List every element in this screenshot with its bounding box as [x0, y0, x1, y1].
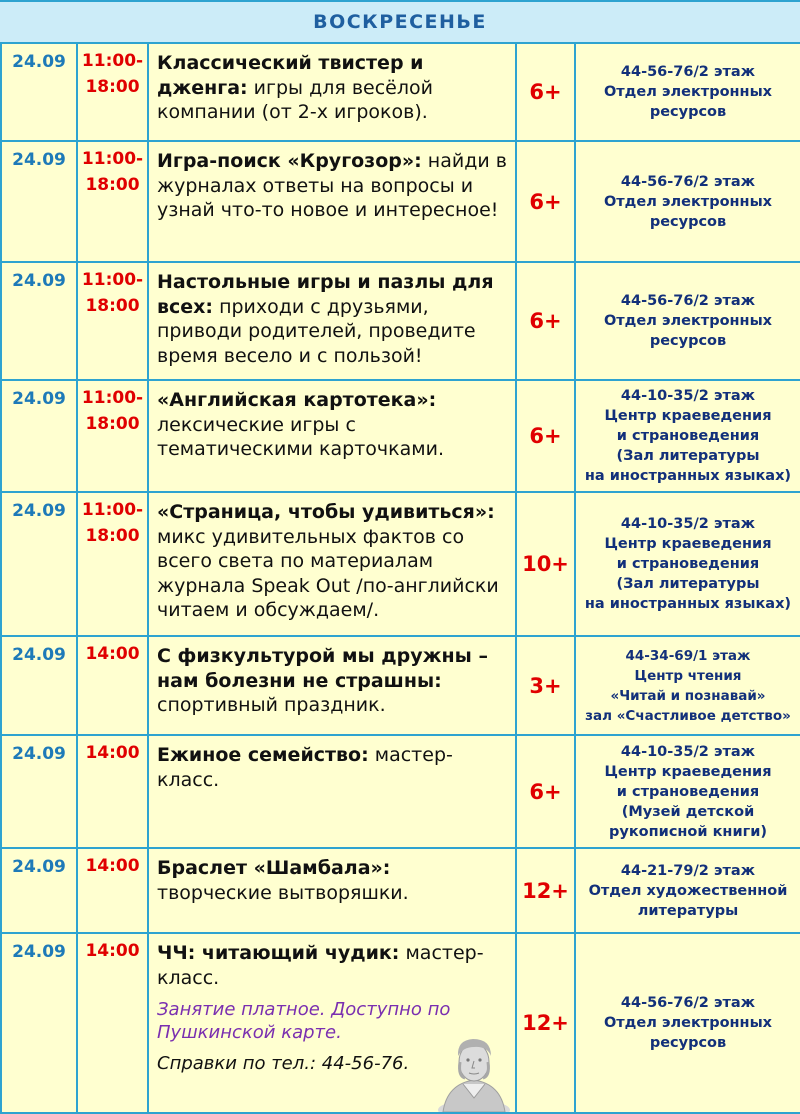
event-description [148, 141, 516, 262]
event-location [575, 735, 800, 848]
time-start: 14:00 [85, 743, 140, 763]
location-line: Отдел электронных [603, 193, 773, 210]
event-time [77, 380, 148, 492]
time-start: 11:00- [81, 270, 144, 290]
event-location [575, 933, 800, 1113]
age-rating: 6+ [516, 141, 575, 262]
table-row [1, 848, 800, 933]
location-line: Отдел электронных [603, 84, 773, 100]
location-line: Центр краеведения [604, 763, 772, 780]
event-time [77, 43, 148, 141]
location-line: Центр чтения [634, 667, 742, 684]
time-start: 14:00 [85, 644, 140, 664]
event-time [77, 848, 148, 933]
event-description [148, 636, 516, 735]
age-rating: 6+ [516, 380, 575, 492]
event-description [148, 933, 516, 1113]
event-text: мастер-класс. [157, 744, 453, 791]
location-line: зал «Счастливое детство» [585, 707, 791, 724]
event-time [77, 735, 148, 848]
event-title: Браслет «Шамбала»: [157, 857, 391, 879]
location-line: рукописной книги) [609, 823, 767, 840]
location-line: «Читай и познавай» [610, 687, 766, 704]
time-end: 18:00 [85, 526, 140, 546]
event-location [575, 43, 800, 141]
event-text: игры для весёлой компании (от 2-х игроков). [157, 76, 433, 123]
time-start: 14:00 [85, 856, 140, 876]
location-line: ресурсов [649, 333, 727, 349]
time-start: 11:00- [81, 388, 144, 408]
event-title: ЧЧ: читающий чудик: [157, 942, 400, 964]
location-line: Центр краеведения [604, 408, 772, 424]
location-line: на иностранных языках) [584, 596, 792, 612]
event-date: 24.09 [1, 262, 77, 380]
location-line: Отдел электронных [603, 1015, 773, 1031]
event-text: приходи с друзьями, приводи родителей, проведите время весело и с пользой! [157, 295, 476, 367]
location-line: 44-56-76/2 этаж [620, 173, 756, 190]
location-line: на иностранных языках) [584, 468, 792, 484]
location-line: и страноведения [616, 556, 760, 572]
location-line: 44-56-76/2 этаж [620, 64, 756, 80]
event-title: Классический твистер и дженга: [157, 52, 424, 99]
time-start: 11:00- [81, 149, 144, 169]
event-date: 24.09 [1, 933, 77, 1113]
age-rating: 3+ [516, 636, 575, 735]
event-location [575, 141, 800, 262]
event-description [148, 492, 516, 636]
event-title: Ежиное семейство: [157, 744, 369, 766]
event-time [77, 141, 148, 262]
table-row [1, 380, 800, 492]
location-line: ресурсов [649, 1035, 727, 1051]
event-title: «Английская картотека»: [157, 389, 437, 411]
age-rating: 12+ [516, 848, 575, 933]
time-end: 18:00 [85, 77, 140, 97]
time-end: 18:00 [85, 414, 140, 434]
time-end: 18:00 [85, 296, 140, 316]
event-location [575, 380, 800, 492]
schedule-table [0, 42, 800, 1114]
age-rating: 6+ [516, 262, 575, 380]
location-line: Отдел художественной [588, 882, 788, 899]
event-text: найди в журналах ответы на вопросы и узнай что-то новое и интересное! [157, 150, 507, 221]
event-title: «Страница, чтобы удивиться»: [157, 501, 495, 523]
event-time [77, 933, 148, 1113]
paid-note: Занятие платное. Доступно по Пушкинской карте. [157, 999, 451, 1043]
age-rating: 10+ [516, 492, 575, 636]
day-header [0, 0, 800, 42]
event-text: творческие вытворяшки. [157, 881, 409, 904]
location-line: 44-34-69/1 этаж [625, 647, 751, 664]
time-end: 18:00 [85, 175, 140, 195]
location-line: Центр краеведения [604, 536, 772, 552]
event-date: 24.09 [1, 380, 77, 492]
event-description [148, 380, 516, 492]
event-description [148, 848, 516, 933]
location-line: 44-56-76/2 этаж [620, 995, 756, 1011]
event-description [148, 262, 516, 380]
event-date: 24.09 [1, 141, 77, 262]
table-row [1, 492, 800, 636]
event-text: микс удивительных фактов со всего света по материалам журнала Speak Out /по-английски читаем и обсуждаем/. [157, 525, 499, 621]
event-description [148, 43, 516, 141]
event-title: Игра-поиск «Кругозор»: [157, 150, 422, 172]
event-time [77, 262, 148, 380]
time-start: 11:00- [81, 500, 144, 520]
event-date: 24.09 [1, 43, 77, 141]
event-location [575, 262, 800, 380]
location-line: (Музей детской [621, 803, 755, 820]
event-date: 24.09 [1, 735, 77, 848]
table-row [1, 735, 800, 848]
time-start: 11:00- [81, 51, 144, 71]
event-description [148, 735, 516, 848]
table-row [1, 262, 800, 380]
location-line: (Зал литературы [616, 576, 760, 592]
event-date: 24.09 [1, 636, 77, 735]
age-rating: 6+ [516, 43, 575, 141]
location-line: и страноведения [616, 783, 760, 800]
location-line: 44-56-76/2 этаж [620, 293, 756, 309]
event-location [575, 636, 800, 735]
age-rating: 12+ [516, 933, 575, 1113]
location-line: (Зал литературы [616, 448, 760, 464]
location-line: и страноведения [616, 428, 760, 444]
table-row [1, 141, 800, 262]
event-text: мастер-класс. [157, 942, 484, 989]
event-date: 24.09 [1, 848, 77, 933]
location-line: Отдел электронных [603, 313, 773, 329]
event-title: С физкультурой мы дружны – нам болезни не страшны: [157, 645, 488, 692]
event-date: 24.09 [1, 492, 77, 636]
table-row [1, 43, 800, 141]
location-line: ресурсов [649, 104, 727, 120]
pushkin-bust-icon [437, 1032, 511, 1112]
location-line: литературы [637, 902, 739, 919]
event-title: Настольные игры и пазлы для всех: [157, 271, 494, 318]
event-location [575, 848, 800, 933]
table-row [1, 933, 800, 1113]
event-time [77, 492, 148, 636]
location-line: ресурсов [649, 213, 727, 230]
event-time [77, 636, 148, 735]
location-line: 44-10-35/2 этаж [620, 743, 756, 760]
table-row [1, 636, 800, 735]
location-line: 44-21-79/2 этаж [620, 862, 756, 879]
event-location [575, 492, 800, 636]
age-rating: 6+ [516, 735, 575, 848]
location-line: 44-10-35/2 этаж [620, 516, 756, 532]
location-line: 44-10-35/2 этаж [620, 388, 756, 404]
day-title: ВОСКРЕСЕНЬЕ [313, 11, 487, 33]
contact-phone: Справки по тел.: 44-56-76. [157, 1053, 410, 1074]
event-text: лексические игры с тематическими карточками. [157, 413, 444, 460]
time-start: 14:00 [85, 941, 140, 961]
event-text: спортивный праздник. [157, 694, 386, 716]
